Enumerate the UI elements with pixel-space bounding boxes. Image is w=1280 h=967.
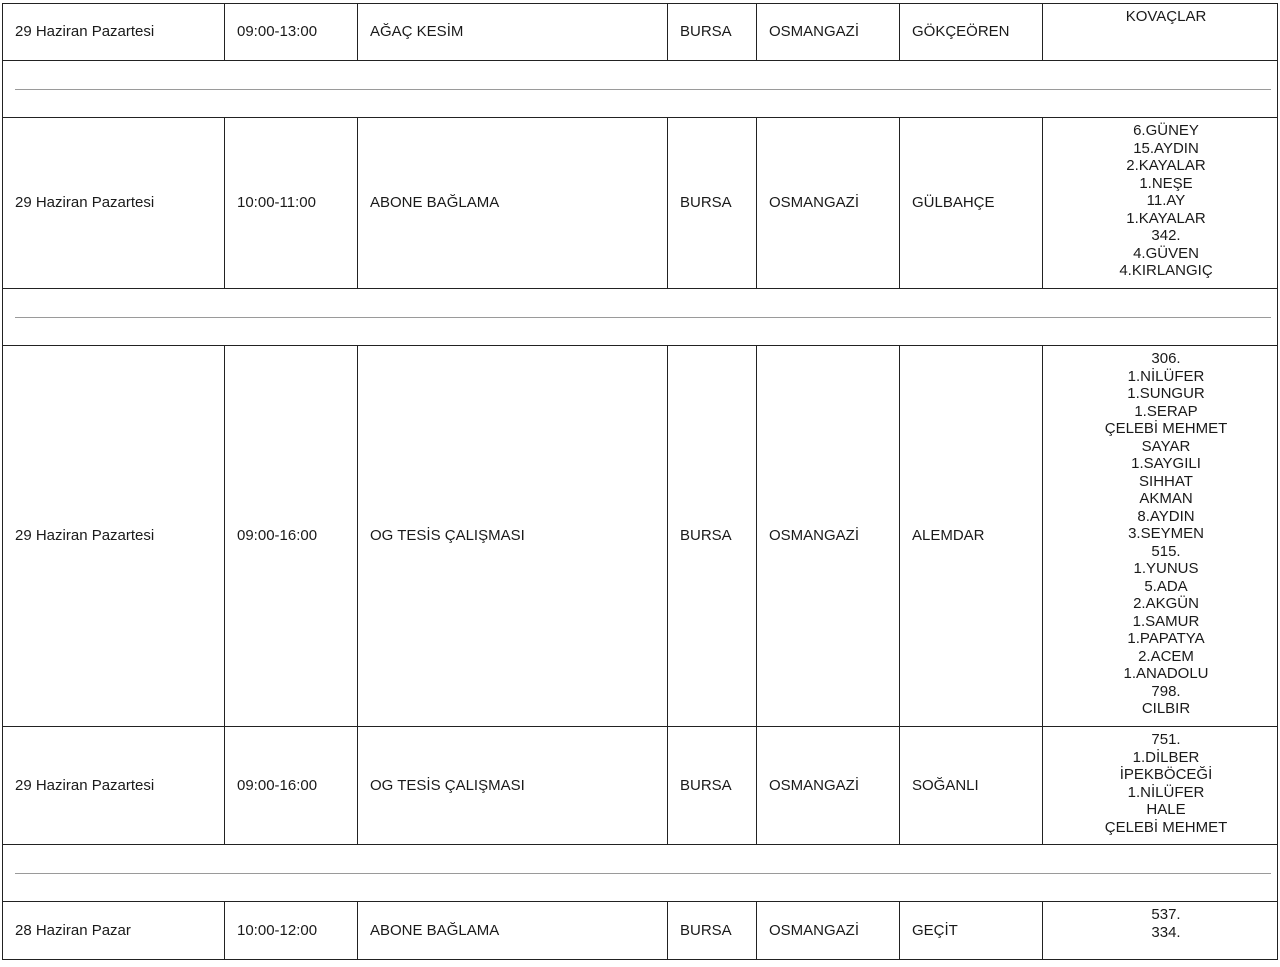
work-type-cell: OG TESİS ÇALIŞMASI [358,727,668,844]
street-name: 6.GÜNEY [1133,122,1199,139]
neighborhood-cell: GÜLBAHÇE [900,118,1043,288]
street-name: 1.SAMUR [1132,612,1200,630]
date-cell: 29 Haziran Pazartesi [3,4,225,60]
street-name: KOVAÇLAR [1125,8,1207,25]
street-name: 515. [1151,542,1181,560]
street-name: 1.NİLÜFER [1127,367,1205,385]
street-name: 1.PAPATYA [1127,630,1205,647]
work-type-cell: ABONE BAĞLAMA [358,902,668,959]
district-cell: OSMANGAZİ [757,727,900,844]
street-name: 798. [1151,682,1181,700]
work-type-cell: AĞAÇ KESİM [358,4,668,60]
streets-cell [1043,902,1277,959]
date-cell: 29 Haziran Pazartesi [3,118,225,288]
streets-cell [1043,346,1277,726]
street-name: SIHHAT [1139,472,1193,490]
time-cell: 09:00-16:00 [225,727,358,844]
street-name: 11.AY [1146,192,1186,209]
street-name: 537. [1151,906,1181,923]
table-row [2,346,1278,727]
street-name: 5.ADA [1144,577,1188,595]
work-type-cell: OG TESİS ÇALIŞMASI [358,346,668,726]
neighborhood-cell: ALEMDAR [900,346,1043,726]
street-name: 1.SAYGILI [1131,455,1201,472]
street-name: 2.ACEM [1138,647,1194,665]
street-name: 2.KAYALAR [1126,157,1206,174]
table-row [2,118,1278,289]
time-cell: 09:00-13:00 [225,4,358,60]
street-name: AKMAN [1139,490,1193,507]
street-name: HALE [1146,801,1186,818]
street-name: 1.SUNGUR [1127,385,1205,402]
city-cell: BURSA [668,902,757,959]
street-name: 4.KIRLANGIÇ [1119,262,1213,279]
row-separator [2,845,1278,902]
street-name: 1.DİLBER [1132,748,1200,766]
street-name: 8.AYDIN [1137,507,1195,525]
street-name: 4.GÜVEN [1133,244,1199,262]
streets-cell [1043,118,1277,288]
row-separator [2,289,1278,346]
street-name: 306. [1151,350,1181,367]
street-name: ÇELEBİ MEHMET [1104,420,1228,437]
time-cell: 09:00-16:00 [225,346,358,726]
street-name: 342. [1151,227,1181,244]
table-row [2,727,1278,845]
city-cell: BURSA [668,4,757,60]
city-cell: BURSA [668,346,757,726]
neighborhood-cell: GEÇİT [900,902,1043,959]
district-cell: OSMANGAZİ [757,4,900,60]
street-name: CILBIR [1141,700,1191,717]
outage-table [2,3,1278,960]
city-cell: BURSA [668,118,757,288]
date-cell: 29 Haziran Pazartesi [3,727,225,844]
street-name: 1.NİLÜFER [1127,783,1205,801]
district-cell: OSMANGAZİ [757,902,900,959]
street-name: 1.SERAP [1134,402,1198,420]
date-cell: 28 Haziran Pazar [3,902,225,959]
street-name: ÇELEBİ MEHMET [1104,818,1228,836]
street-name: 1.ANADOLU [1123,665,1209,682]
street-name: 334. [1151,923,1181,941]
work-type-cell: ABONE BAĞLAMA [358,118,668,288]
street-name: İPEKBÖCEĞİ [1119,766,1213,783]
table-row [2,4,1278,61]
district-cell: OSMANGAZİ [757,118,900,288]
district-cell: OSMANGAZİ [757,346,900,726]
street-name: 3.SEYMEN [1128,525,1204,542]
city-cell: BURSA [668,727,757,844]
street-name: 15.AYDIN [1133,139,1199,157]
table-row [2,902,1278,960]
street-name: 2.AKGÜN [1133,595,1199,612]
street-name: 751. [1151,731,1181,748]
neighborhood-cell: SOĞANLI [900,727,1043,844]
time-cell: 10:00-11:00 [225,118,358,288]
row-separator [2,61,1278,118]
neighborhood-cell: GÖKÇEÖREN [900,4,1043,60]
street-name: 1.NEŞE [1139,174,1193,192]
time-cell: 10:00-12:00 [225,902,358,959]
street-name: SAYAR [1141,437,1191,455]
streets-cell [1043,727,1277,844]
streets-cell [1043,4,1277,60]
date-cell: 29 Haziran Pazartesi [3,346,225,726]
street-name: 1.YUNUS [1133,560,1199,577]
street-name: 1.KAYALAR [1126,209,1206,227]
